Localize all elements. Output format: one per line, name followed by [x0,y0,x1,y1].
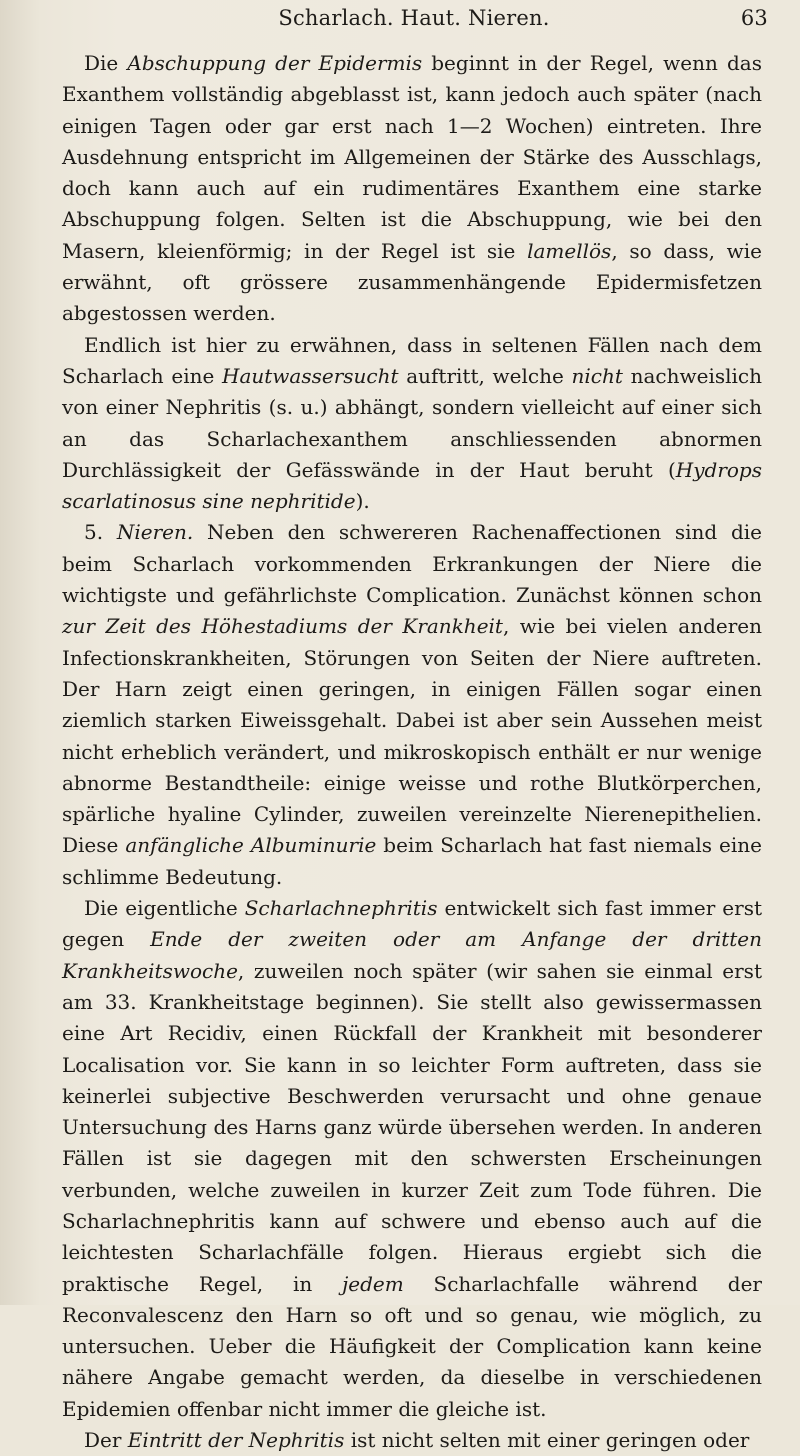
emphasis: Hautwassersucht [222,363,399,388]
text-run: Der [84,1428,128,1453]
text-run: , wie bei vielen anderen Infectionskrankheiten, Störungen von Seiten der Niere auftreten. Der Harn zeigt einen geringen, in einigen Fällen sogar einen ziemlich starken Eiweissgehalt. Dabei ist aber sein Aussehen meist nicht erheblich verändert, und mikroskopisch enthält er nur wenige abnorme Bestandtheile: einige weisse und rothe Blutkörperchen, spärliche hyaline Cylinder, zuweilen vereinzelte Nierenepithelien. Diese [62,614,763,858]
text-run: beim Scharlach hat fast niemals eine schlimme Bedeutung. [62,833,762,889]
text-run: entwickelt sich fast immer erst gegen [62,896,763,952]
emphasis: Ende der zweiten oder am Anfange der dritten Krankheitswoche [62,927,762,983]
emphasis: lamellös [527,238,612,263]
text-run: Scharlachfalle während der Reconvalescenz den Harn so oft und so genau, wie möglich, zu untersuchen. Ueber die Häufigkeit der Complication kann keine nähere Angabe gemacht werden, da dieselbe in verschiedenen Epidemien offenbar nicht immer die gleiche ist. [62,1271,762,1421]
paragraph-onset [62,1425,762,1456]
text-run: , so dass, wie erwähnt, oft grössere zusammenhängende Epidermisfetzen abgestossen werden. [62,238,762,326]
text-run: Die eigentliche [84,896,245,921]
paragraph-kidneys [62,517,762,893]
text-run: 5. [84,520,117,545]
page-number: 63 [740,6,768,30]
text-run: auftritt, welche [398,363,572,388]
emphasis: anfängliche Albuminurie [125,833,377,858]
text-run: ). [355,489,370,514]
body-text [62,48,762,1456]
text-run: nachweislich von einer Nephritis (s. u.) abhängt, sondern vielleicht auf einer sich an das Scharlachexanthem anschliessenden abnormen Durchlässigkeit der Gefässwände in der Haut beruht ( [62,363,762,482]
running-title: Scharlach. Haut. Nieren. [278,6,550,30]
text-run: Die [84,51,128,75]
emphasis: Eintritt der Nephritis [127,1428,345,1453]
emphasis: Scharlachnephritis [244,896,438,921]
text-run: , zuweilen noch später (wir sahen sie einmal erst am 33. Krankheitstage beginnen). Sie stellt also gewissermassen eine Art Recidiv, einen Rückfall der Krankheit mit besonderer Localisation vor. Sie kann in so leichter Form auftreten, dass sie keinerlei subjective Beschwerden verursacht und ohne genaue Untersuchung des Harns ganz würde übersehen werden. In anderen Fällen ist sie dagegen mit den schwersten Erscheinungen verbunden, welche zuweilen in kurzer Zeit zum Tode führen. Die Scharlachnephritis kann auf schwere und ebenso auch auf die leichtesten Scharlachfälle folgen. Hieraus ergiebt sich die praktische Regel, in [62,958,762,1296]
emphasis: zur Zeit des Höhestadiums der Krankheit [62,614,503,639]
text-run: Endlich ist hier zu erwähnen, dass in seltenen Fällen nach dem Scharlach eine [62,332,762,388]
emphasis: Hydrops scarlatinosus sine nephritide [62,457,762,514]
text-run: ist nicht selten mit einer geringen oder [344,1428,750,1453]
emphasis: Abschuppung der Epidermis [127,51,423,75]
page-header [60,6,768,36]
text-run: Neben den schwereren Rachenaffectionen sind die beim Scharlach vorkommenden Erkrankungen der Niere die wichtigste und gefährlichste Complication. Zunächst können schon [62,520,762,608]
section-heading: Nieren. [116,520,194,545]
text-run: beginnt in der Regel, wenn das Exanthem vollständig abgeblasst ist, kann jedoch auch später (nach einigen Tagen oder gar erst nach 1—2 Wochen) eintreten. Ihre Ausdehnung entspricht im Allgemeinen der Stärke des Ausschlags, doch kann auch auf ein rudimentäres Exanthem eine starke Abschuppung folgen. Selten ist die Abschuppung, wie bei den Masern, kleienförmig; in der Regel ist sie [62,51,762,263]
paragraph-desquamation [62,48,762,330]
emphasis: jedem [342,1271,404,1296]
paragraph-nephritis [62,893,762,1425]
paragraph-dropsy [62,330,762,518]
emphasis: nicht [571,363,623,388]
